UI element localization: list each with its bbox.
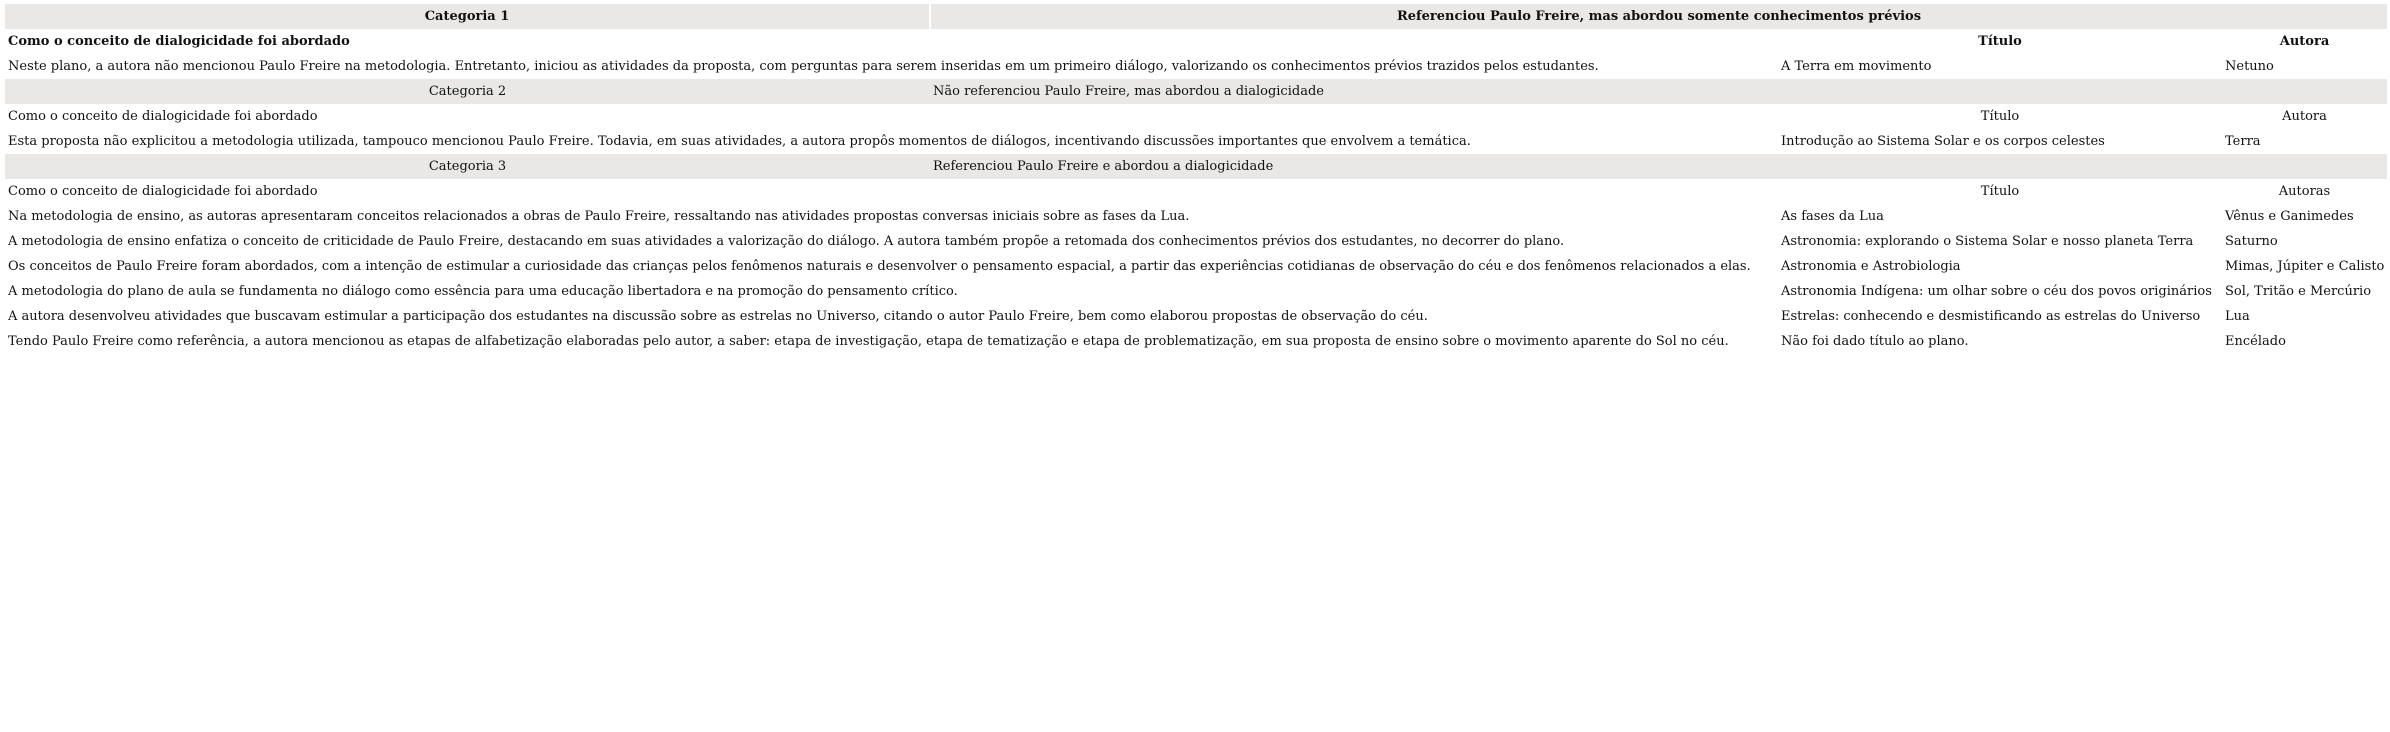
categories-table bbox=[5, 4, 2387, 354]
author-cell: Sol, Tritão e Mercúrio bbox=[2225, 284, 2372, 299]
column-header-author: Autora bbox=[2282, 109, 2327, 124]
category-header-row bbox=[5, 154, 2387, 179]
title-cell: As fases da Lua bbox=[1781, 209, 1884, 224]
table-row bbox=[5, 129, 2387, 154]
column-header-approach: Como o conceito de dialogicidade foi abordado bbox=[8, 34, 350, 49]
table-row bbox=[5, 329, 2387, 354]
category-description: Referenciou Paulo Freire e abordou a dialogicidade bbox=[930, 154, 2387, 179]
category-label: Categoria 2 bbox=[5, 79, 930, 104]
column-header-row bbox=[5, 29, 2387, 54]
column-header-title: Título bbox=[1980, 184, 2020, 199]
title-cell: Astronomia: explorando o Sistema Solar e nosso planeta Terra bbox=[1781, 234, 2194, 249]
title-cell: Estrelas: conhecendo e desmistificando as estrelas do Universo bbox=[1781, 309, 2201, 324]
author-cell: Lua bbox=[2225, 309, 2250, 324]
approach-cell: Tendo Paulo Freire como referência, a autora mencionou as etapas de alfabetização elaboradas pelo autor, a saber: etapa de investigação, etapa de tematização e etapa de problematização, em sua proposta de ensino sobre o movimento aparente do Sol no céu. bbox=[8, 334, 1729, 349]
title-cell: Introdução ao Sistema Solar e os corpos celestes bbox=[1781, 134, 2105, 149]
author-cell: Saturno bbox=[2225, 234, 2278, 249]
category-description: Referenciou Paulo Freire, mas abordou somente conhecimentos prévios bbox=[930, 4, 2387, 29]
column-header-approach: Como o conceito de dialogicidade foi abordado bbox=[8, 109, 318, 124]
column-header-title: Título bbox=[1980, 109, 2020, 124]
column-header-title: Título bbox=[1978, 34, 2022, 49]
author-cell: Mimas, Júpiter e Calisto bbox=[2225, 259, 2385, 274]
approach-cell: Neste plano, a autora não mencionou Paulo Freire na metodologia. Entretanto, iniciou as atividades da proposta, com perguntas para serem inseridas em um primeiro diálogo, valorizando os conhecimentos prévios trazidos pelos estudantes. bbox=[8, 59, 1599, 74]
column-header-row bbox=[5, 179, 2387, 204]
approach-cell: A autora desenvolveu atividades que buscavam estimular a participação dos estudantes na discussão sobre as estrelas no Universo, citando o autor Paulo Freire, bem como elaborou propostas de observação do céu. bbox=[8, 309, 1428, 324]
approach-cell: Na metodologia de ensino, as autoras apresentaram conceitos relacionados a obras de Paulo Freire, ressaltando nas atividades propostas conversas iniciais sobre as fases da Lua. bbox=[8, 209, 1190, 224]
column-header-author: Autoras bbox=[2278, 184, 2331, 199]
table-row bbox=[5, 229, 2387, 254]
table-row bbox=[5, 304, 2387, 329]
author-cell: Encélado bbox=[2225, 334, 2286, 349]
column-header-author: Autora bbox=[2279, 34, 2330, 49]
category-description: Não referenciou Paulo Freire, mas abordou a dialogicidade bbox=[930, 79, 2387, 104]
table-row bbox=[5, 279, 2387, 304]
author-cell: Netuno bbox=[2225, 59, 2274, 74]
author-cell: Vênus e Ganimedes bbox=[2225, 209, 2354, 224]
approach-cell: A metodologia de ensino enfatiza o conceito de criticidade de Paulo Freire, destacando em suas atividades a valorização do diálogo. A autora também propõe a retomada dos conhecimentos prévios dos estudantes, no decorrer do plano. bbox=[8, 234, 1565, 249]
table-row bbox=[5, 254, 2387, 279]
author-cell: Terra bbox=[2225, 134, 2261, 149]
column-header-row bbox=[5, 104, 2387, 129]
category-label: Categoria 3 bbox=[5, 154, 930, 179]
table-row bbox=[5, 54, 2387, 79]
table-row bbox=[5, 204, 2387, 229]
category-header-row bbox=[5, 4, 2387, 29]
column-header-approach: Como o conceito de dialogicidade foi abordado bbox=[8, 184, 318, 199]
title-cell: A Terra em movimento bbox=[1781, 59, 1932, 74]
approach-cell: Os conceitos de Paulo Freire foram abordados, com a intenção de estimular a curiosidade das crianças pelos fenômenos naturais e desenvolver o pensamento espacial, a partir das experiências cotidianas de observação do céu e dos fenômenos relacionados a elas. bbox=[8, 259, 1751, 274]
title-cell: Astronomia Indígena: um olhar sobre o céu dos povos originários bbox=[1781, 284, 2212, 299]
title-cell: Astronomia e Astrobiologia bbox=[1781, 259, 1961, 274]
title-cell: Não foi dado título ao plano. bbox=[1781, 334, 1969, 349]
approach-cell: Esta proposta não explicitou a metodologia utilizada, tampouco mencionou Paulo Freire. Todavia, em suas atividades, a autora propôs momentos de diálogos, incentivando discussões importantes que envolvem a temática. bbox=[8, 134, 1471, 149]
category-header-row bbox=[5, 79, 2387, 104]
approach-cell: A metodologia do plano de aula se fundamenta no diálogo como essência para uma educação libertadora e na promoção do pensamento crítico. bbox=[8, 284, 958, 299]
category-label: Categoria 1 bbox=[5, 4, 930, 29]
